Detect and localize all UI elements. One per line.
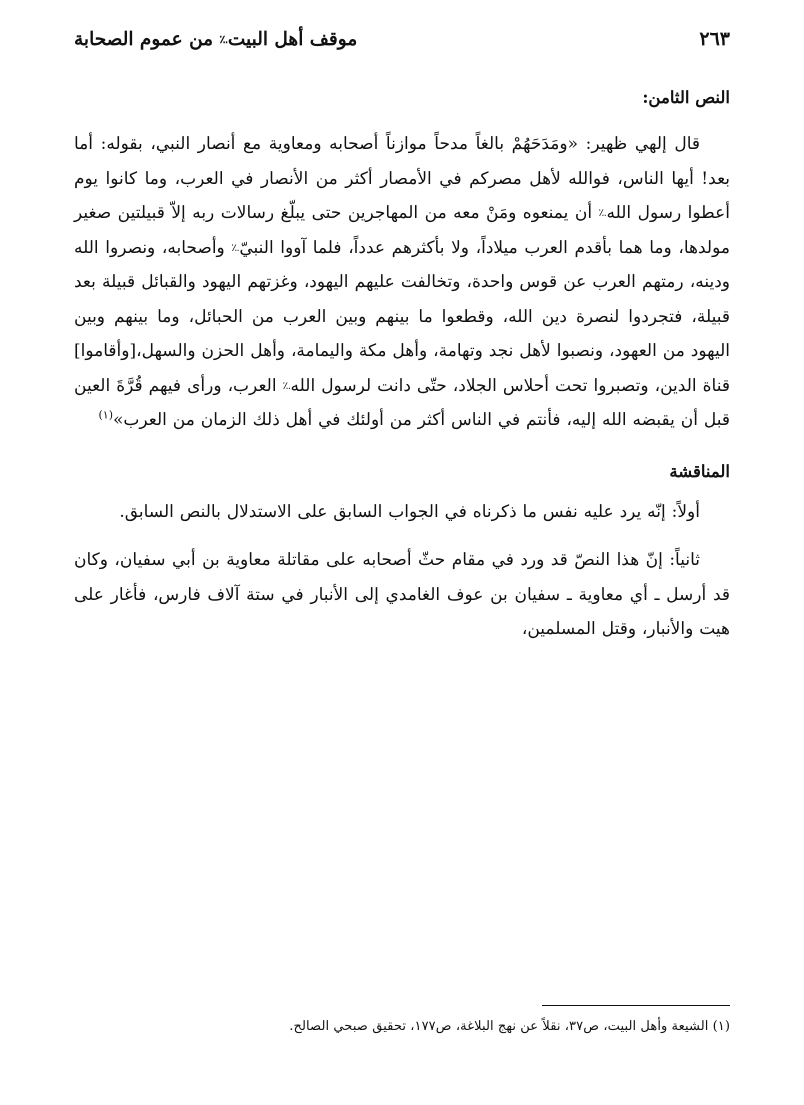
quotation-part-3: وأصحابه، ونصروا الله ودينه، رمتهم العرب عن قوس واحدة، وتخالفت عليهم اليهود، وغزتهم اليهود والقبائل قبيلة بعد قبيلة، فتجردوا لنصرة دين الله، وقطعوا ما بينهم وبين العرب من الحبائل، وما بينهم وبين اليهود من العهود، ونصبوا لأهل نجد وتهامة، وأهل مكة واليمامة، وأهل الحزن والسهل،[وأقاموا] قناة الدين، وتصبروا تحت أحلاس الجلاد، حتّى دانت لرسول الله <box>74 237 730 396</box>
quotation-part-4: العرب، ورأى فيهم قُرَّةَ العين قبل أن يقبضه الله إليه، فأنتم في الناس أكثر من أولئك في أهل ذلك الزمان من العرب» <box>74 375 730 430</box>
footnote-reference-1: (١) <box>98 408 113 422</box>
page-header <box>74 28 730 62</box>
footnotes-area <box>74 1005 730 1085</box>
pbuh-symbol-icon: ؉ <box>598 207 607 219</box>
pbuh-symbol-icon: ؉ <box>231 241 240 254</box>
paragraph-quotation <box>74 127 730 438</box>
running-head-title-after: من عموم الصحابة <box>74 29 214 50</box>
running-head-title-before: موقف أهل البيت <box>227 29 358 50</box>
pbuh-symbol-icon: ؉ <box>219 33 228 46</box>
paragraph-discussion-second: ثانياً: إنّ هذا النصّ قد ورد في مقام حثّ أصحابه على مقاتلة معاوية بن أبي سفيان، وكان قد أرسل ـ أي معاوية ـ سفيان بن عوف الغامدي إلى الأنبار في ستة آلاف فارس، فأغار على هيت والأنبار، وقتل المسلمين، <box>74 550 730 639</box>
footnote-separator-rule <box>542 1005 730 1007</box>
page-content <box>74 68 730 1005</box>
paragraph-discussion-first: أولاً: إنّه يرد عليه نفس ما ذكرناه في الجواب السابق على الاستدلال بالنص السابق. <box>119 501 700 522</box>
page-number: ٢٦٣ <box>699 28 730 50</box>
quotation-part-2: أن يمنعوه ومَنْ معه من المهاجرين حتى يبلّغ رسالات ربه إلاّ قبيلتين صغير مولدها، وما هما بأقدم العرب ميلاداً، ولا بأكثرهم عدداً، فلما آووا النبيّ <box>74 203 730 258</box>
footnote-item-1: (١) الشيعة وأهل البيت، ص٣٧، نقلاً عن نهج البلاغة، ص١٧٧، تحقيق صبحي الصالح. <box>289 1019 730 1035</box>
pbuh-symbol-icon: ؉ <box>282 379 291 392</box>
section-heading-discussion: المناقشة <box>669 461 730 481</box>
section-heading-eighth-text: النص الثامن: <box>642 88 730 107</box>
quotation-part-1: قال إلهي ظهير: «ومَدَحَهُمْ بالغاً مدحاً موازناً أصحابه ومعاوية مع أنصار النبي، بقوله: أما بعد! أيها الناس، فوالله لأهل مصركم في الأمصار أكثر من الأنصار في العرب، وما كانوا يوم أعطوا رسول الله <box>74 134 730 223</box>
running-head-title <box>74 29 357 50</box>
